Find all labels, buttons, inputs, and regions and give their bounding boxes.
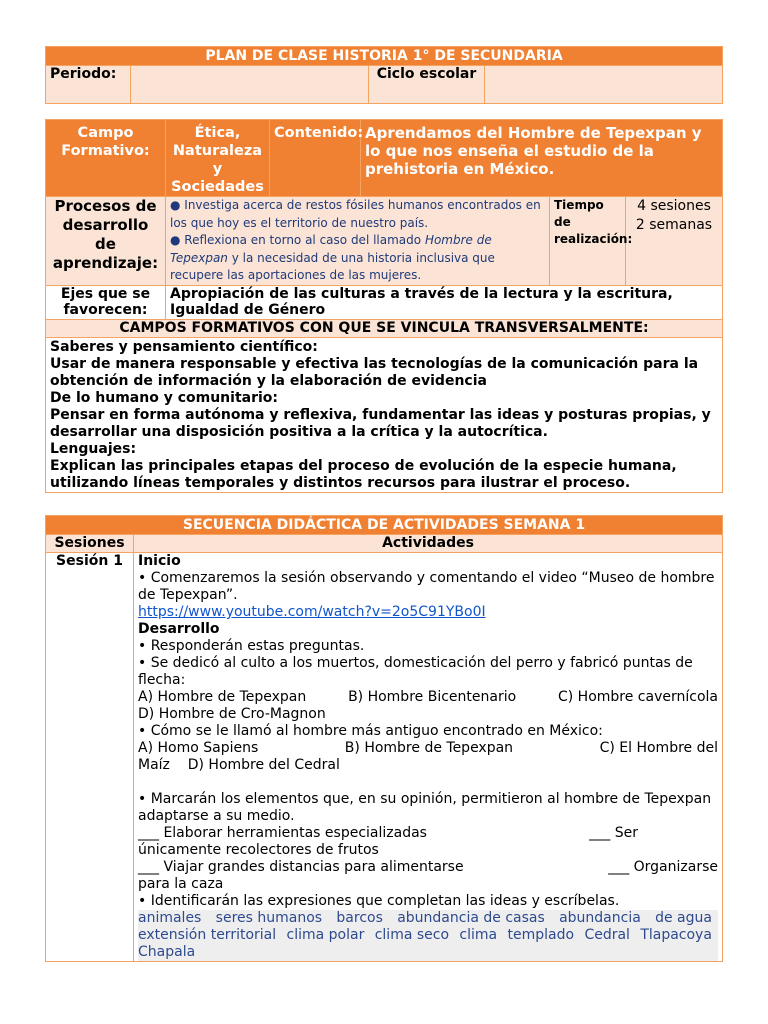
video-link[interactable]: https://www.youtube.com/watch?v=2o5C91YBo0I xyxy=(138,604,486,620)
word-bank-item: clima xyxy=(459,927,498,943)
word-bank-item: Chapala xyxy=(138,944,196,960)
periodo-label: Periodo: xyxy=(46,66,131,104)
question-2-options-cont: Maíz D) Hombre del Cedral xyxy=(138,757,340,773)
word-bank-item: Cedral xyxy=(584,927,630,943)
question-3-row-2: ___ Viajar grandes distancias para alimentarse ___ Organizarse xyxy=(138,859,718,875)
inicio-text: • Comenzaremos la sesión observando y comentando el video “Museo de hombre de Tepexpan”. xyxy=(138,570,715,603)
procesos-item-2: ● Reflexiona en torno al caso del llamado Hombre de Tepexpan y la necesidad de una historia inclusiva que recupere las aportaciones de las mujeres. xyxy=(170,233,495,282)
periodo-value[interactable] xyxy=(131,66,369,104)
question-3: • Marcarán los elementos que, en su opinión, permitieron al hombre de Tepexpan adaptarse a su medio. xyxy=(138,791,712,824)
ejes-value: Apropiación de las culturas a través de la lectura y la escritura, Igualdad de Género xyxy=(166,285,723,319)
session-1-activities: Inicio • Comenzaremos la sesión observando y comentando el video “Museo de hombre de Tepexpan”. https://www.youtube.com/watch?v=2o5C91YBo0I Desarrollo • Responderán estas preguntas. • Se dedicó al culto a los muertos, domesticación del perro y fabricó puntas de flecha: A) Hombre de Tepexpan B) Hombre Bicentenario C) Hombre cavernícola D) Hombre de Cro-Magnon • Cómo se le llamó al hombre más antiguo encontrado en México: A) Homo Sapiens B) Hombre de Tepexpan C) El Hombre del Maíz D) Hombre del Cedral • Marcarán los elementos que, en su opinión, permitieron al hombre de Tepexpan adaptarse a su medio. ___ Elaborar herramientas especializadas ___ Ser únicamente recolectores de frutos ___ Viajar grandes distancias para alimentarse ___ Organizarse para la caza • Identificarán las expresiones que completan las ideas y escríbelas. animales seres humanos barcos abundancia de casas abundancia de agua extensión territorial clima polar clima seco clima templado Cedral Tlapacoya Chapala xyxy=(134,553,723,962)
desarrollo-heading: Desarrollo xyxy=(138,621,220,637)
question-3-row-1: ___ Elaborar herramientas especializadas ___ Ser xyxy=(138,825,638,841)
secuencia-title: SECUENCIA DIDÁCTICA DE ACTIVIDADES SEMANA 1 xyxy=(46,516,723,535)
question-2: • Cómo se le llamó al hombre más antiguo encontrado en México: xyxy=(138,723,603,739)
plan-header-table xyxy=(45,46,723,104)
plan-title: PLAN DE CLASE HISTORIA 1° DE SECUNDARIA xyxy=(46,47,723,66)
word-bank-item: Tlapacoya xyxy=(640,927,712,943)
word-bank-item: de agua xyxy=(655,910,712,926)
inicio-heading: Inicio xyxy=(138,553,181,569)
transversal-title: CAMPOS FORMATIVOS CON QUE SE VINCULA TRANSVERSALMENTE: xyxy=(46,319,723,337)
word-bank xyxy=(138,910,718,961)
word-bank-item: abundancia xyxy=(559,910,641,926)
ciclo-value[interactable] xyxy=(485,66,723,104)
ejes-label: Ejes que se favorecen: xyxy=(46,285,166,319)
question-1-option-d: D) Hombre de Cro-Magnon xyxy=(138,706,326,722)
word-bank-item: seres humanos xyxy=(215,910,323,926)
ciclo-label: Ciclo escolar xyxy=(369,66,485,104)
tiempo-label: Tiempo de realización: xyxy=(550,197,626,286)
questions-intro: • Responderán estas preguntas. xyxy=(138,638,365,654)
procesos-item-1: ● Investiga acerca de restos fósiles humanos encontrados en los que hoy es el territorio de nuestro país. xyxy=(170,198,541,230)
word-bank-item: extensión territorial xyxy=(138,927,277,943)
campo-value: Ética, Naturaleza y Sociedades xyxy=(166,120,270,197)
campo-table xyxy=(45,119,723,493)
transversal-content: Saberes y pensamiento científico: Usar de manera responsable y efectiva las tecnologías de la comunicación para la obtención de información y la elaboración de evidencia De lo humano y comunitario: Pensar en forma autónoma y reflexiva, fundamentar las ideas y posturas propias, y desarrollar una disposición positiva a la crítica y la autocrítica. Lenguajes: Explican las principales etapas del proceso de evolución de la especie humana, utilizando líneas temporales y distintos recursos para ilustrar el proceso. xyxy=(46,337,723,492)
question-4: • Identificarán las expresiones que completan las ideas y escríbelas. xyxy=(138,893,620,909)
word-bank-item: clima seco xyxy=(374,927,450,943)
procesos-label: Procesos de desarrollo de aprendizaje: xyxy=(46,197,166,286)
question-1: • Se dedicó al culto a los muertos, domesticación del perro y fabricó puntas de flecha: xyxy=(138,655,693,688)
word-bank-item: abundancia de casas xyxy=(397,910,545,926)
session-1-label: Sesión 1 xyxy=(46,553,134,962)
word-bank-item: animales xyxy=(138,910,202,926)
col-actividades: Actividades xyxy=(134,535,723,553)
question-2-options: A) Homo Sapiens B) Hombre de Tepexpan C) El Hombre del xyxy=(138,740,718,756)
word-bank-item: templado xyxy=(507,927,575,943)
contenido-label: Contenido: xyxy=(270,120,361,197)
col-sesiones: Sesiones xyxy=(46,535,134,553)
campo-label: Campo Formativo: xyxy=(46,120,166,197)
secuencia-table xyxy=(45,515,723,962)
procesos-value xyxy=(166,197,550,286)
word-bank-item: clima polar xyxy=(286,927,365,943)
contenido-value: Aprendamos del Hombre de Tepexpan y lo que nos enseña el estudio de la prehistoria en México. xyxy=(361,120,723,197)
question-1-options: A) Hombre de Tepexpan B) Hombre Bicentenario C) Hombre cavernícola xyxy=(138,689,718,705)
tiempo-value: 4 sesiones 2 semanas xyxy=(626,197,723,286)
word-bank-item: barcos xyxy=(336,910,383,926)
